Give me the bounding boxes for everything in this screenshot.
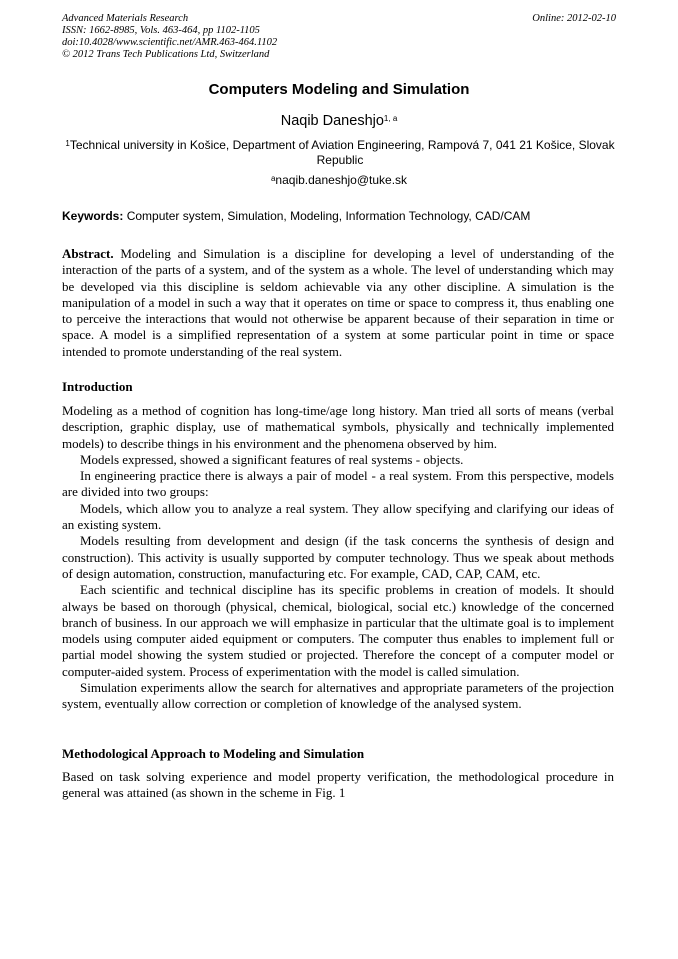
author-superscript: 1, a	[383, 114, 398, 123]
issn-line: ISSN: 1662-8985, Vols. 463-464, pp 1102-1105	[62, 25, 260, 36]
introduction-body	[62, 403, 614, 713]
keywords-line	[62, 209, 618, 224]
doi-line: doi:10.4028/www.scientific.net/AMR.463-464.1102	[62, 37, 278, 48]
journal-header	[62, 13, 616, 61]
paragraph: Models, which allow you to analyze a real system. They allow specifying and clarifying our ideas of an existing system.	[62, 500, 614, 533]
online-date: Online: 2012-02-10	[532, 13, 616, 24]
author-line	[0, 112, 678, 130]
paragraph: In engineering practice there is always a pair of model - a real system. From this perspective, models are divided into two groups:	[62, 468, 614, 500]
paper-title: Computers Modeling and Simulation	[208, 81, 470, 98]
author-email: naqib.daneshjo@tuke.sk	[275, 173, 408, 187]
paragraph: Modeling as a method of cognition has long-time/age long history. Man tried all sorts of means (verbal description, graphic display, use of mathematical symbols, physically and technically implemented models) to describe things in his environment and the phenomena observed by him.	[62, 403, 614, 451]
keywords-label: Keywords:	[62, 209, 124, 223]
paragraph: Models expressed, showed a significant features of real systems - objects.	[80, 451, 464, 467]
author-name: Naqib Daneshjo	[280, 113, 384, 129]
paragraph: Each scientific and technical discipline has its specific problems in creation of models. It should always be based on thorough (physical, chemical, biological, social etc.) knowledge of the concerned branch of business. In our approach we will emphasize in particular that the ultimate goal is to implement models using computer aided equipment or computers. The computer thus enables to implement full or partial model showing the system studied or projected. Therefore the concept of a computer model or computer-aided system. Process of experimentation with the model is called simulation.	[62, 582, 614, 679]
keywords-text: Computer system, Simulation, Modeling, Information Technology, CAD/CAM	[126, 209, 531, 223]
affiliation	[62, 138, 618, 168]
journal-name: Advanced Materials Research	[62, 13, 189, 24]
methodology-heading: Methodological Approach to Modeling and Simulation	[62, 746, 365, 761]
methodology-body	[62, 769, 614, 802]
affiliation-text: Technical university in Košice, Department of Aviation Engineering, Rampová 7, 041 21 Košice, Slovak Republic	[69, 138, 615, 167]
email-line	[0, 173, 678, 188]
affiliation-superscript: 1	[65, 139, 70, 148]
paragraph: Based on task solving experience and model property verification, the methodological procedure in general was attained (as shown in the scheme in Fig. 1	[62, 769, 614, 801]
email-superscript: a	[270, 174, 276, 183]
copyright-line: © 2012 Trans Tech Publications Ltd, Switzerland	[62, 49, 270, 60]
abstract-text: Modeling and Simulation is a discipline for developing a level of understanding of the interaction of the parts of a system, and of the system as a whole. The level of understanding which may be developed via this discipline is seldom achievable via any other discipline. A simulation is the manipulation of a model in such a way that it operates on time or space to compress it, thus enabling one to perceive the interactions that would not otherwise be apparent because of their separation in time or space. A model is a simplified representation of a system at some particular point in time or space intended to promote understanding of the real system.	[62, 246, 614, 359]
abstract-label: Abstract.	[62, 246, 114, 261]
paragraph: Simulation experiments allow the search for alternatives and appropriate parameters of the projection system, eventually allow correction or completion of knowledge of the analysed system.	[62, 680, 614, 712]
introduction-heading: Introduction	[62, 379, 133, 394]
paragraph: Models resulting from development and design (if the task concerns the synthesis of design and construction). This activity is usually supported by computer technology. Thus we speak about methods of design automation, construction, manufacturing etc. For example, CAD, CAP, CAM, etc.	[62, 533, 614, 581]
abstract	[62, 246, 614, 360]
